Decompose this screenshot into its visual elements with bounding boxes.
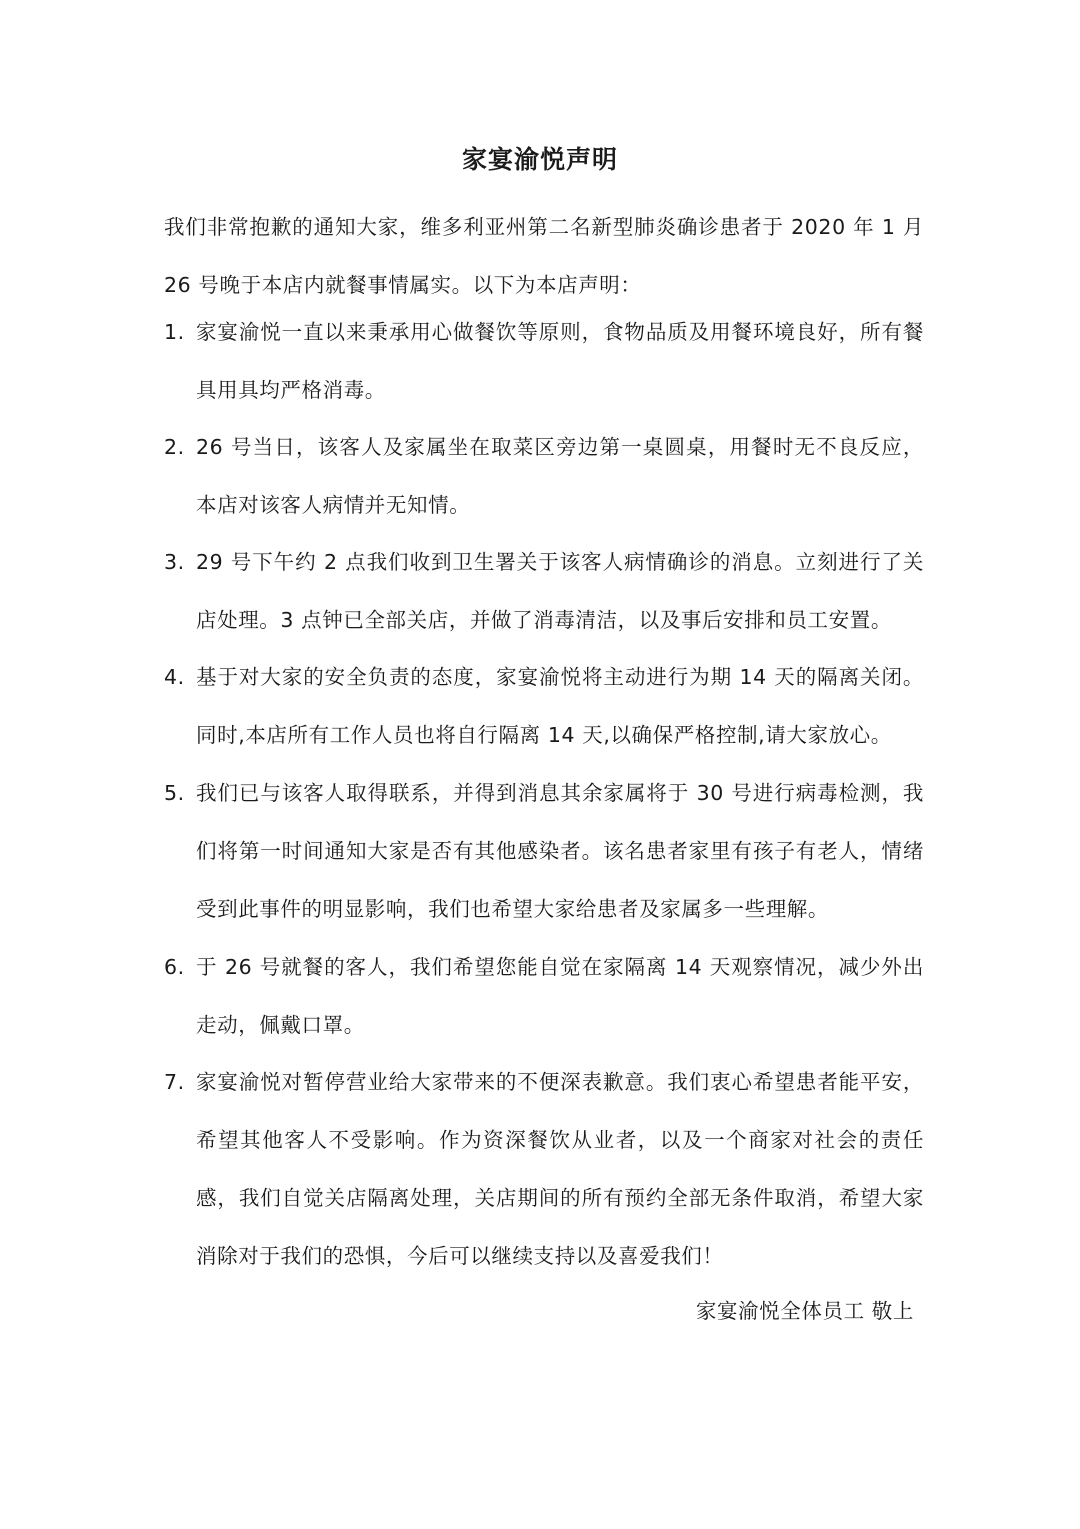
item-number: 1. (164, 320, 185, 344)
item-number: 5. (164, 781, 185, 805)
list-item (164, 1053, 924, 1285)
item-number: 4. (164, 665, 185, 689)
list-item (164, 764, 924, 938)
item-number: 6. (164, 955, 185, 979)
item-text: 基于对大家的安全负责的态度，家宴渝悦将主动进行为期 14 天的隔离关闭。同时,本店所有工作人员也将自行隔离 14 天,以确保严格控制,请大家放心。 (196, 665, 924, 747)
document-title: 家宴渝悦声明 (461, 145, 618, 174)
list-item (164, 303, 924, 419)
list-item (164, 533, 924, 649)
item-number: 2. (164, 435, 185, 459)
item-text: 29 号下午约 2 点我们收到卫生署关于该客人病情确诊的消息。立刻进行了关店处理。3 点钟已全部关店，并做了消毒清洁，以及事后安排和员工安置。 (196, 550, 924, 632)
item-text: 于 26 号就餐的客人，我们希望您能自觉在家隔离 14 天观察情况，减少外出走动，佩戴口罩。 (196, 955, 924, 1037)
signature: 家宴渝悦全体员工 敬上 (695, 1299, 914, 1323)
list-item (164, 418, 924, 534)
list-item (164, 648, 924, 764)
item-number: 7. (164, 1070, 185, 1094)
list-item (164, 938, 924, 1054)
item-text: 家宴渝悦对暂停营业给大家带来的不便深表歉意。我们衷心希望患者能平安，希望其他客人不受影响。作为资深餐饮从业者，以及一个商家对社会的责任感，我们自觉关店隔离处理，关店期间的所有预约全部无条件取消，希望大家消除对于我们的恐惧，今后可以继续支持以及喜爱我们！ (196, 1070, 924, 1268)
item-text: 26 号当日，该客人及家属坐在取菜区旁边第一桌圆桌，用餐时无不良反应，本店对该客人病情并无知情。 (196, 435, 924, 517)
intro-paragraph: 我们非常抱歉的通知大家，维多利亚州第二名新型肺炎确诊患者于 2020 年 1 月 26 号晚于本店内就餐事情属实。以下为本店声明： (164, 215, 924, 297)
item-text: 我们已与该客人取得联系，并得到消息其余家属将于 30 号进行病毒检测，我们将第一时间通知大家是否有其他感染者。该名患者家里有孩子有老人，情绪受到此事件的明显影响，我们也希望大家给患者及家属多一些理解。 (196, 781, 924, 921)
item-text: 家宴渝悦一直以来秉承用心做餐饮等原则，食物品质及用餐环境良好，所有餐具用具均严格消毒。 (196, 320, 924, 402)
item-number: 3. (164, 550, 185, 574)
